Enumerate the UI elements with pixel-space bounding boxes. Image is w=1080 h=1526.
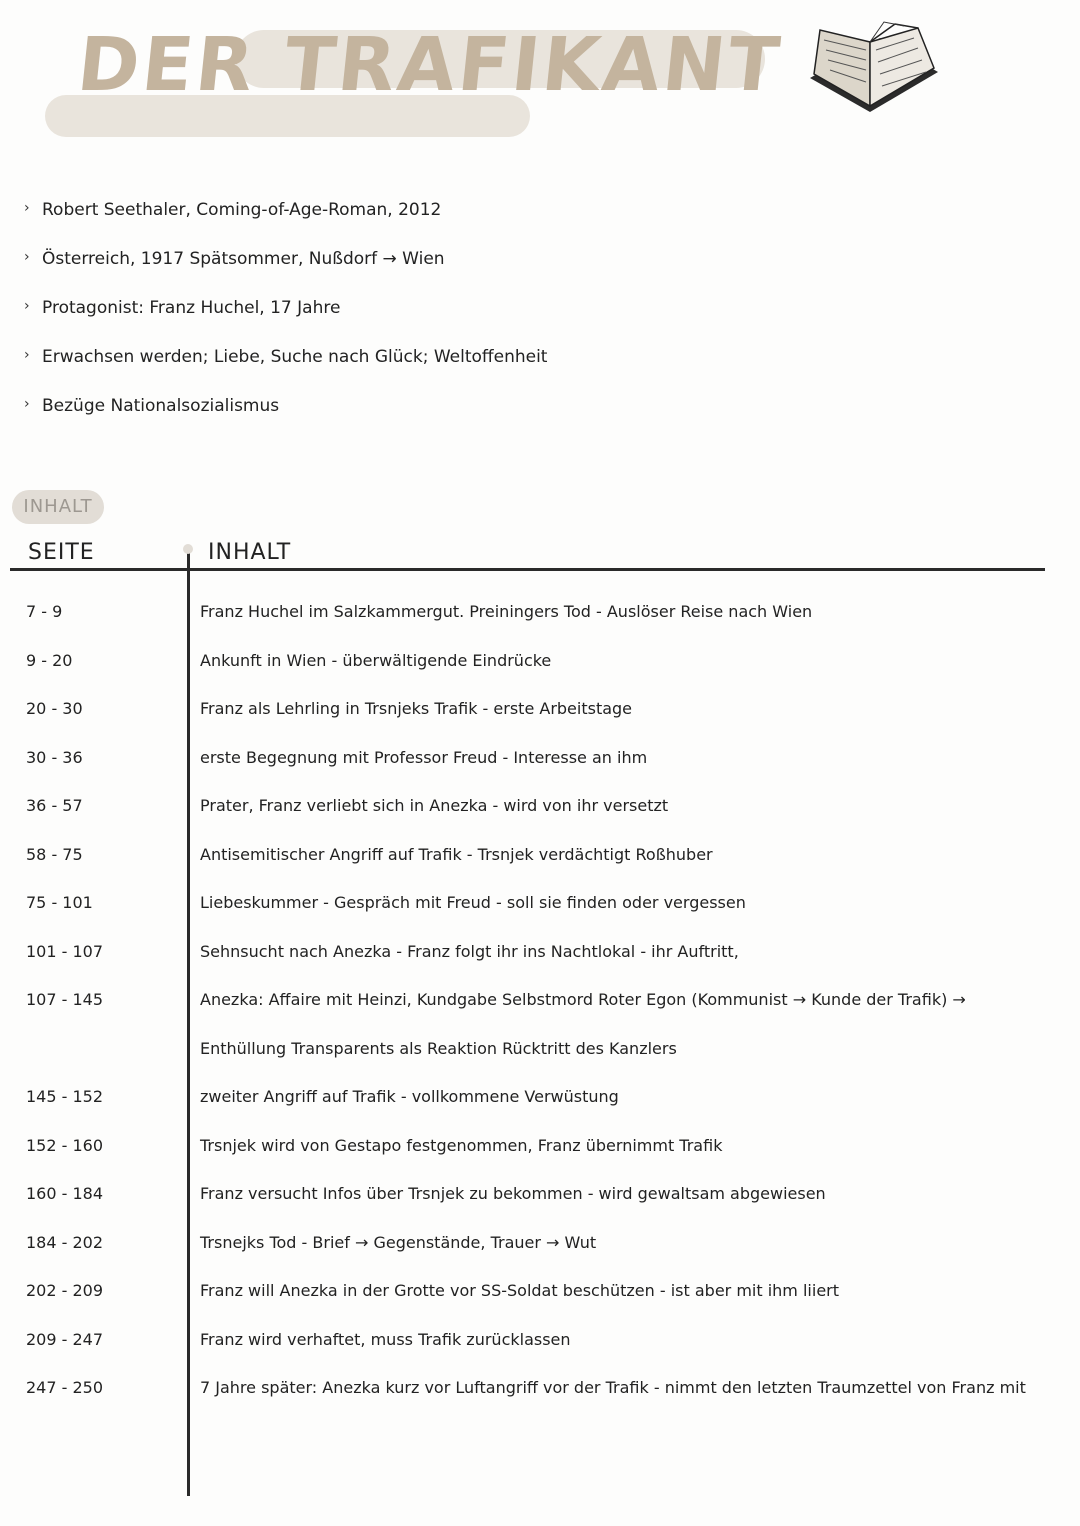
column-header-page: SEITE — [28, 540, 95, 565]
fact-text: Robert Seethaler, Coming-of-Age-Roman, 2012 — [42, 200, 442, 220]
row-text: zweiter Angriff auf Trafik - vollkommene Verwüstung — [200, 1087, 619, 1106]
table-header-divider — [10, 568, 1045, 571]
table-row — [0, 685, 1080, 734]
row-pages: 160 - 184 — [26, 1184, 104, 1203]
table-row — [0, 879, 1080, 928]
row-text: Franz Huchel im Salzkammergut. Preiningers Tod - Auslöser Reise nach Wien — [200, 602, 813, 621]
table-row — [0, 588, 1080, 637]
open-book-icon — [800, 20, 950, 135]
fact-item — [24, 396, 547, 445]
fact-text: Österreich, 1917 Spätsommer, Nußdorf → Wien — [42, 249, 445, 269]
fact-item — [24, 298, 547, 347]
fact-item — [24, 249, 547, 298]
table-row — [0, 1122, 1080, 1171]
page-title: DER TRAFIKANT — [73, 22, 787, 108]
row-pages: 7 - 9 — [26, 602, 63, 621]
fact-item — [24, 347, 547, 396]
title-block — [0, 0, 800, 150]
bullet-icon: › — [24, 298, 30, 314]
row-text: Trsnejks Tod - Brief → Gegenstände, Trauer → Wut — [200, 1232, 597, 1252]
table-row — [0, 1219, 1080, 1268]
bullet-icon: › — [24, 347, 30, 363]
row-pages: 36 - 57 — [26, 796, 83, 815]
row-pages: 58 - 75 — [26, 844, 83, 864]
row-text: Franz als Lehrling in Trsnjeks Trafik - erste Arbeitstage — [200, 699, 633, 718]
row-text: Franz wird verhaftet, muss Trafik zurücklassen — [200, 1329, 571, 1349]
table-row — [0, 782, 1080, 831]
row-text: 7 Jahre später: Anezka kurz vor Luftangriff vor der Trafik - nimmt den letzten Traumzettel von Franz mit — [200, 1378, 1026, 1397]
row-pages: 9 - 20 — [26, 650, 73, 670]
table-row — [0, 734, 1080, 783]
row-text: Sehnsucht nach Anezka - Franz folgt ihr ins Nachtlokal - ihr Auftritt, — [200, 941, 739, 961]
table-row — [0, 928, 1080, 977]
row-text: Trsnjek wird von Gestapo festgenommen, Franz übernimmt Trafik — [200, 1135, 723, 1155]
row-pages: 145 - 152 — [26, 1087, 104, 1106]
table-row — [0, 1073, 1080, 1122]
row-pages: 107 - 145 — [26, 990, 104, 1009]
table-row — [0, 1364, 1080, 1413]
content-table — [0, 588, 1080, 1413]
row-text: Franz will Anezka in der Grotte vor SS-Soldat beschützen - ist aber mit ihm liiert — [200, 1281, 840, 1300]
row-text: Anezka: Affaire mit Heinzi, Kundgabe Selbstmord Roter Egon (Kommunist → Kunde der Trafik) → Enthüllung Transparents als Reaktion Rücktritt des Kanzlers — [200, 990, 966, 1058]
column-header-content: INHALT — [208, 540, 292, 565]
bullet-icon: › — [24, 249, 30, 265]
fact-text: Erwachsen werden; Liebe, Suche nach Glück; Weltoffenheit — [42, 347, 548, 367]
table-row — [0, 637, 1080, 686]
section-badge: INHALT — [12, 490, 104, 524]
row-pages: 202 - 209 — [26, 1281, 104, 1300]
row-pages: 247 - 250 — [26, 1378, 104, 1397]
table-row — [0, 976, 1080, 1073]
row-pages: 184 - 202 — [26, 1232, 104, 1252]
row-pages: 30 - 36 — [26, 747, 83, 767]
row-text: Ankunft in Wien - überwältigende Eindrücke — [200, 650, 552, 670]
bullet-icon: › — [24, 200, 30, 216]
row-text: erste Begegnung mit Professor Freud - Interesse an ihm — [200, 747, 648, 767]
row-text: Liebeskummer - Gespräch mit Freud - soll sie finden oder vergessen — [200, 893, 746, 912]
row-pages: 209 - 247 — [26, 1329, 104, 1349]
table-row — [0, 831, 1080, 880]
row-pages: 20 - 30 — [26, 699, 83, 718]
fact-text: Bezüge Nationalsozialismus — [42, 396, 280, 416]
row-pages: 101 - 107 — [26, 941, 104, 961]
row-text: Prater, Franz verliebt sich in Anezka - wird von ihr versetzt — [200, 796, 669, 815]
row-text: Franz versucht Infos über Trsnjek zu bekommen - wird gewaltsam abgewiesen — [200, 1184, 826, 1203]
table-row — [0, 1267, 1080, 1316]
row-text: Antisemitischer Angriff auf Trafik - Trsnjek verdächtigt Roßhuber — [200, 844, 713, 864]
divider-dot — [183, 544, 193, 554]
table-row — [0, 1316, 1080, 1365]
fact-list — [24, 200, 547, 445]
fact-text: Protagonist: Franz Huchel, 17 Jahre — [42, 298, 341, 318]
row-pages: 152 - 160 — [26, 1135, 104, 1155]
row-pages: 75 - 101 — [26, 893, 93, 912]
bullet-icon: › — [24, 396, 30, 412]
fact-item — [24, 200, 547, 249]
table-row — [0, 1170, 1080, 1219]
